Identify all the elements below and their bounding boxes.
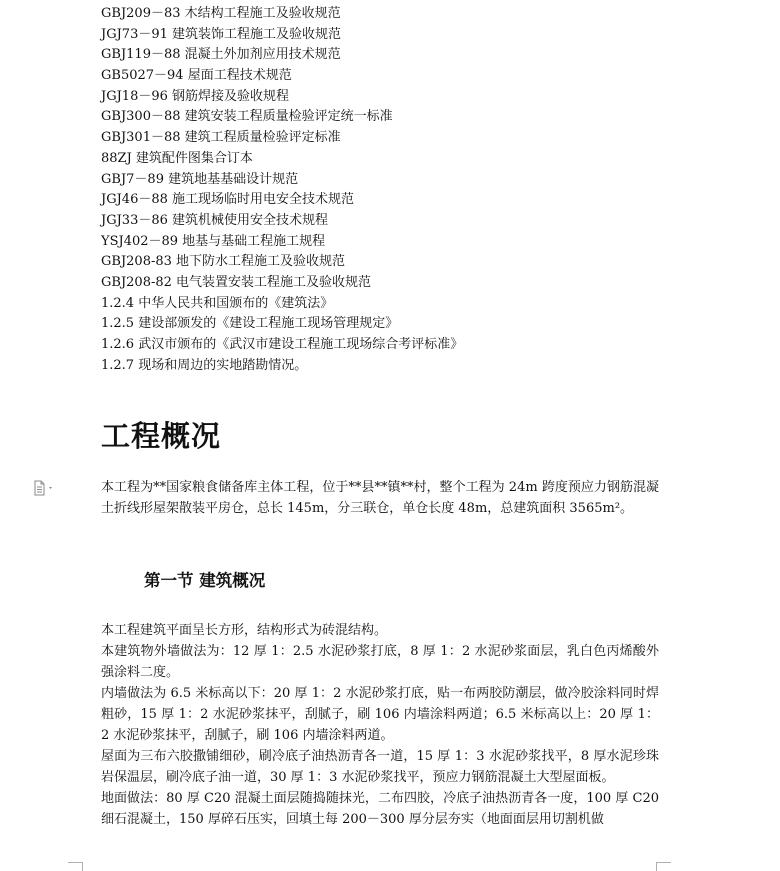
paragraph: 本工程建筑平面呈长方形，结构形式为砖混结构。 <box>101 623 388 638</box>
list-item: GBJ7－89 建筑地基基础设计规范 <box>101 171 299 187</box>
overview-paragraph: 本工程为**国家粮食储备库主体工程，位于**县**镇**村，整个工程为 24m 跨度预应力钢筋混凝土折线形屋架散装平房仓，总长 145m，分三联仓，单仓长度 48m，总建筑面积 3565m²。 <box>101 480 659 516</box>
list-item: GBJ301－88 建筑工程质量检验评定标准 <box>101 130 341 146</box>
paragraph: 内墙做法为 6.5 米标高以下：20 厚 1：2 水泥砂浆打底，贴一布两胶防潮层，做冷胶涂料同时焊粗砂，15 厚 1：2 水泥砂浆抹平，刮腻子，刷 106 内墙涂料两道；6.5 米标高以上：20 厚 1：2 水泥砂浆抹平，刮腻子，刷 106 内墙涂料两道。 <box>101 686 659 743</box>
section-heading: 工程概况 <box>101 419 222 453</box>
list-item: GBJ208-82 电气装置安装工程施工及验收规范 <box>101 274 372 290</box>
subsection-heading: 第一节 建筑概况 <box>144 571 266 590</box>
paragraph: 屋面为三布六胶撒铺细砂，刷冷底子油热沥青各一道，15 厚 1：3 水泥砂浆找平，8 厚水泥珍珠岩保温层，刷冷底子油一道，30 厚 1：3 水泥砂浆找平，预应力钢筋混凝土大型屋面板。 <box>101 749 659 785</box>
list-item: 1.2.5 建设部颁发的《建设工程施工现场管理规定》 <box>101 316 399 332</box>
list-item: JGJ73－91 建筑装饰工程施工及验收规范 <box>101 26 342 42</box>
list-item: GBJ300－88 建筑安装工程质量检验评定统一标准 <box>101 109 393 125</box>
list-item: GB5027－94 屋面工程技术规范 <box>101 68 292 84</box>
document-icon[interactable] <box>33 480 57 496</box>
list-item: GBJ119－88 混凝土外加剂应用技术规范 <box>101 47 341 63</box>
standards-list <box>101 4 463 376</box>
paragraph: 本建筑物外墙做法为：12 厚 1：2.5 水泥砂浆打底，8 厚 1：2 水泥砂浆面层，乳白色丙烯酸外强涂料二度。 <box>101 644 659 680</box>
list-item: YSJ402－89 地基与基础工程施工规程 <box>101 233 326 249</box>
list-item: GBJ209－83 木结构工程施工及验收规范 <box>101 6 341 21</box>
list-item: JGJ46－88 施工现场临时用电安全技术规范 <box>101 192 355 208</box>
list-item: 1.2.4 中华人民共和国颁布的《建筑法》 <box>101 295 334 311</box>
list-item: GBJ208-83 地下防水工程施工及验收规范 <box>101 254 346 270</box>
paragraph: 地面做法：80 厚 C20 混凝土面层随捣随抹光，二布四胶，冷底子油热沥青各一度，100 厚 C20 细石混凝土，150 厚碎石压实，回填土每 200－300 厚分层夯实（地面面层用切割机做 <box>101 791 659 827</box>
list-item: JGJ18－96 钢筋焊接及验收规程 <box>101 88 290 104</box>
list-item: 88ZJ 建筑配件图集合订本 <box>101 150 253 166</box>
list-item: JGJ33－86 建筑机械使用安全技术规程 <box>101 212 329 228</box>
architecture-text <box>101 620 659 830</box>
list-item: 1.2.6 武汉市颁布的《武汉市建设工程施工现场综合考评标准》 <box>101 337 464 352</box>
list-item: 1.2.7 现场和周边的实地踏勘情况。 <box>101 357 308 373</box>
